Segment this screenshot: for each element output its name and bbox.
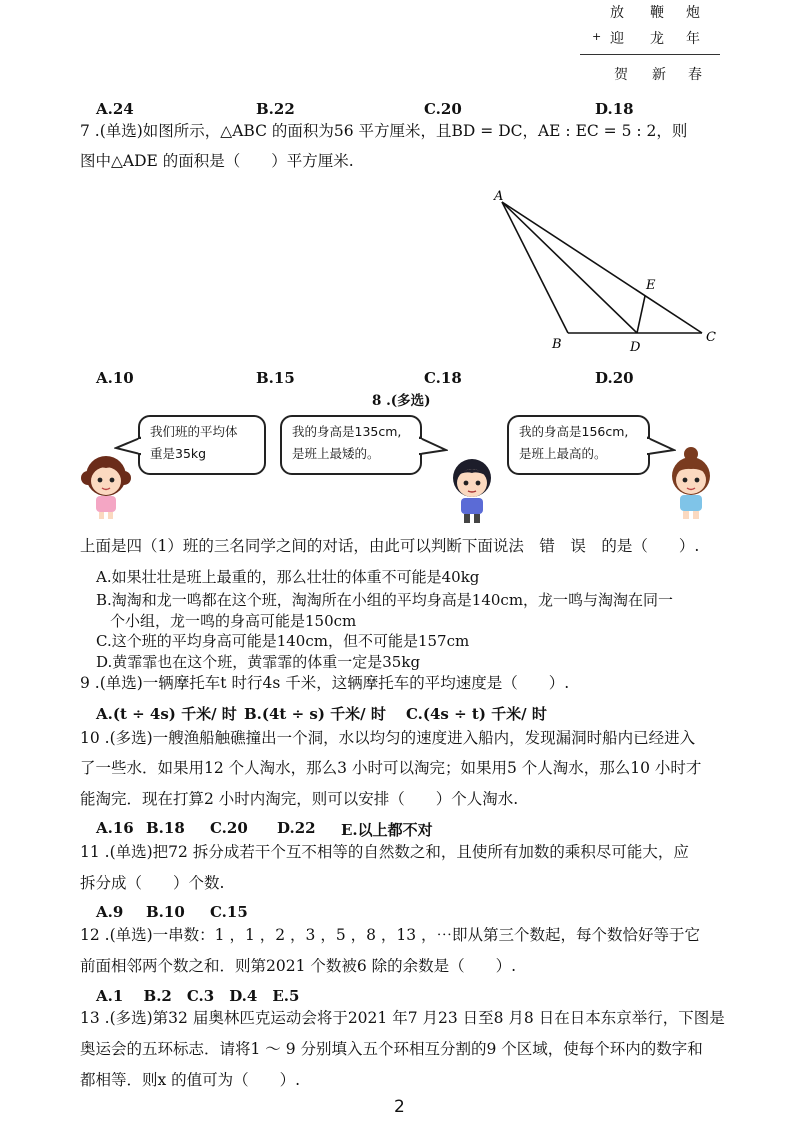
bubble-text: 是班上最高的。 [519,446,607,461]
q7-option-d: D.20 [595,369,634,387]
q10-option-a: A.16 [96,819,134,837]
bubble-text: 重是35kg [150,446,207,461]
label-c: C [706,330,716,345]
corner-char: 炮 [686,5,700,21]
q10-line2: 了一些水．如果用12 个人淘水，那么3 小时可以淘完；如果用5 个人淘水，那么10 小时才 [80,759,702,777]
q11-option-c: C.15 [210,903,248,921]
q6-option-a: A.24 [96,100,134,118]
q7-line1: 7 .(单选)如图所示，△ABC 的面积为56 平方厘米，且BD = DC，AE : EC = 5 : 2，则 [80,122,688,140]
q9-option-a: A.(t ÷ 4s) 千米/ 时 [96,705,237,723]
q6-option-d: D.18 [595,100,634,118]
corner-decoration [580,0,720,90]
q9-option-c: C.(4s ÷ t) 千米/ 时 [406,705,547,723]
bubble-tail [418,436,448,458]
segment-ab [502,202,568,333]
q12-line1: 12 .(单选)一串数：1 ，1 ，2 ，3 ，5 ，8 ，13 ，⋯即从第三个数起，每个数恰好等于它 [80,926,701,944]
corner-mark: + [592,30,602,43]
q11-option-b: B.10 [146,903,185,921]
q6-option-b: B.22 [256,100,295,118]
label-d: D [630,340,641,355]
q8-header: 8 .(多选) [372,393,431,409]
speech-bubble-2 [280,415,422,475]
bubble-text: 是班上最矮的。 [292,446,380,461]
q12-line2: 前面相邻两个数之和．则第2021 个数被6 除的余数是（ ）. [80,957,517,975]
q12-options: A.1 B.2 C.3 D.4 E.5 [96,987,300,1005]
q11-line1: 11 .(单选)把72 拆分成若干个互不相等的自然数之和，且使所有加数的乘积尽可能大，应 [80,843,689,861]
corner-char: 放 [610,5,624,21]
q10-line3: 能淘完．现在打算2 小时内淘完，则可以安排（ ）个人淘水. [80,790,519,808]
girl-avatar-left [78,450,134,520]
q13-line2: 奥运会的五环标志．请将1 ～ 9 分别填入五个环相互分割的9 个区域，使每个环内的数字和 [80,1040,703,1058]
q8-option-d: D.黄霏霏也在这个班，黄霏霏的体重一定是35kg [96,653,421,671]
corner-char: 龙 [650,31,664,47]
bubble-text: 我的身高是135cm, [292,424,402,439]
girl-avatar-right [665,446,717,520]
q8-stem: 上面是四（1）班的三名同学之间的对话，由此可以判断下面说法 错 误 的是（ ）. [80,537,700,555]
q6-option-c: C.20 [424,100,462,118]
q10-option-d: D.22 [277,819,316,837]
q7-option-b: B.15 [256,369,295,387]
q9-option-b: B.(4t ÷ s) 千米/ 时 [244,705,386,723]
corner-char: 迎 [610,31,624,47]
q8-option-b-cont: 个小组，龙一鸣的身高可能是150cm [110,612,357,630]
q7-option-a: A.10 [96,369,134,387]
q11-line2: 拆分成（ ）个数. [80,874,225,892]
corner-divider [580,54,720,55]
label-e: E [646,278,656,293]
label-b: B [552,337,562,352]
q10-line1: 10 .(多选)一艘渔船触礁撞出一个洞，水以均匀的速度进入船内，发现漏洞时船内已经进入 [80,729,696,747]
speech-bubble-3 [507,415,650,475]
q7-line2: 图中△ADE 的面积是（ ）平方厘米. [80,152,354,170]
corner-char: 新 [652,67,666,83]
q10-option-b: B.18 [146,819,185,837]
q7-option-c: C.18 [424,369,462,387]
boy-avatar [446,454,498,524]
corner-char: 年 [686,31,700,47]
q13-line3: 都相等．则x 的值可为（ ）. [80,1071,301,1089]
q8-option-b: B.淘淘和龙一鸣都在这个班，淘淘所在小组的平均身高是140cm，龙一鸣与淘淘在同一 [96,591,674,609]
bubble-text: 我的身高是156cm, [519,424,629,439]
q8-option-c: C.这个班的平均身高可能是140cm，但不可能是157cm [96,632,470,650]
label-a: A [494,189,504,204]
corner-char: 鞭 [650,5,664,21]
segment-ad [502,202,637,333]
q9-stem: 9 .(单选)一辆摩托车t 时行4s 千米，这辆摩托车的平均速度是（ ）. [80,674,570,692]
bubble-text: 我们班的平均体 [150,424,238,439]
q11-option-a: A.9 [96,903,124,921]
q13-line1: 13 .(多选)第32 届奥林匹克运动会将于2021 年7 月23 日至8 月8 日在日本东京举行，下图是 [80,1009,725,1027]
q10-option-e: E.以上都不对 [341,821,433,839]
segment-ac [502,202,702,333]
speech-bubble-1 [138,415,266,475]
q8-option-a: A.如果壮壮是班上最重的，那么壮壮的体重不可能是40kg [96,568,480,586]
triangle-figure [480,180,730,355]
corner-char: 春 [688,67,702,83]
corner-char: 贺 [614,67,628,83]
page-number: 2 [394,1097,405,1117]
q10-option-c: C.20 [210,819,248,837]
segment-de [637,296,645,333]
